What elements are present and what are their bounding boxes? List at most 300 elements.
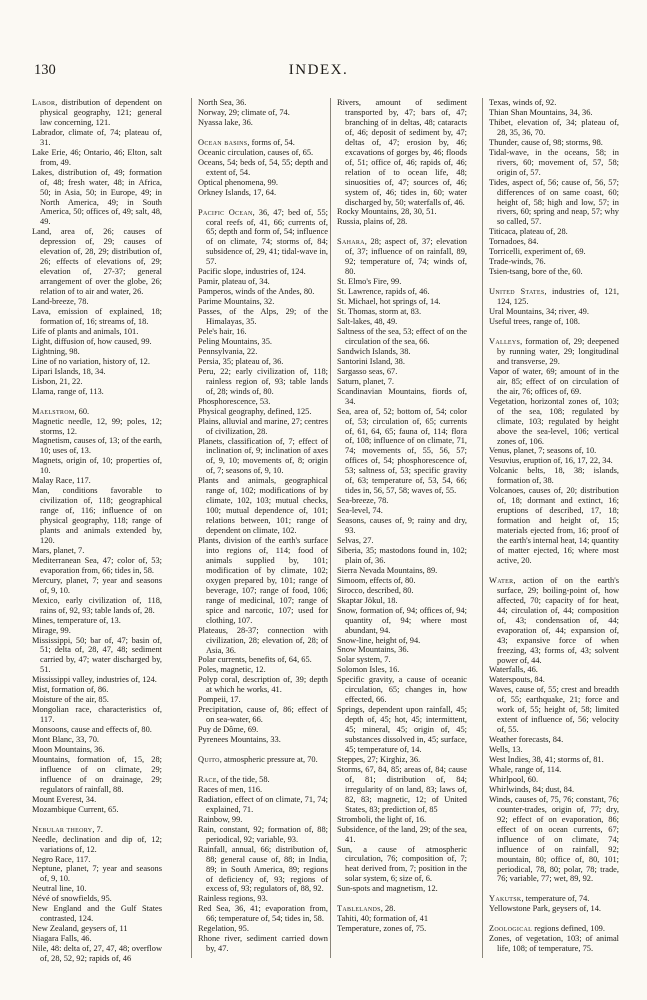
index-entry-text: Pamperos, winds of the Andes, 80. (198, 287, 315, 297)
index-entry (32, 456, 162, 476)
index-entry (32, 546, 162, 556)
index-entry (198, 755, 328, 765)
index-entry-text: Land, area of, 26; causes of depression of, 29; causes of elevation of, 28, 29; distribution of, 26; effects of elevations of, 29; elevation of, 27-37; general arrangement of over the globe, 26; relation of to air and water, 26. (32, 227, 162, 297)
index-entry-heading: Yakutsk (489, 894, 522, 904)
index-entry (337, 357, 467, 367)
index-entry-text: , industries of, 121, 124, 125. (497, 287, 619, 307)
index-entry (198, 775, 328, 785)
index-entry (337, 665, 467, 675)
index-entry (32, 476, 162, 486)
index-entry (198, 904, 328, 924)
index-entry-text: Saltness of the sea, 53; effect of on the circulation of the sea, 66. (337, 326, 467, 346)
index-entry-text: Planets, classification of, 7; effect of inclination of, 9; inclination of axes of, 9, 10; movements of, 8; origin of, 7; seasons of, 9, 10. (198, 436, 328, 476)
index-entry-text: , action of on the earth's surface, 29; boiling-point of, how affected, 70; capacity of for heat, 44; circulation of, 44; composition of, 43; condensation of, 44; evaporation of, 44; expansion of, 43; expansive force of when freezing, 43; forms of, 43; solvent power of, 44. (497, 575, 619, 665)
index-entry-text: Sea-level, 74. (337, 506, 383, 516)
index-entry-heading: Race (198, 775, 217, 784)
index-entry (489, 138, 619, 148)
index-entry-text: St. Elmo's Fire, 99. (337, 277, 402, 287)
index-entry-text: Mongolian race, characteristics of, 117. (32, 705, 162, 725)
index-entry-text: Snow, formation of, 94; offices of, 94; quantity of, 94; where most abundant, 94. (337, 605, 467, 635)
index-entry-text: Needle, declination and dip of, 12; variations of, 12. (32, 834, 162, 854)
index-entry-text: Tidal-wave, in the oceans, 58; in rivers, 60; movement of, 57, 58; origin of, 57. (489, 147, 619, 177)
index-entry (337, 217, 467, 227)
index-entry (489, 785, 619, 795)
index-entry (32, 387, 162, 397)
index-entry-text: Sea, area of, 52; bottom of, 54; color of, 53; circulation of, 65; currents of, 61, 64, 65; fauna of, 114; flora of, 108; influence of on climate, 71, 74; movements of, 55, 56, 57; offices of, 54; phosphorescence of, 53; saltness of, 53; specific gravity of, 63; temperature of, 53, 54, 66; tides in, 56, 57, 58; waves of, 55. (337, 406, 467, 496)
index-entry-text: Sun-spots and magnetism, 12. (337, 884, 438, 894)
index-entry (489, 894, 619, 904)
index-entry-text: Magnetic needle, 12, 99; poles, 12; storms, 12. (32, 416, 162, 436)
index-entry (32, 944, 162, 964)
index-entry (337, 645, 467, 655)
index-entry-text: Waves, cause of, 55; crest and breadth of, 55; earthquake, 21; force and work of, 55; height of, 58; limited extent of influence of, 56; velocity of, 55. (489, 685, 619, 735)
index-entry (198, 148, 328, 158)
index-entry (337, 407, 467, 497)
index-entry (198, 705, 328, 725)
index-entry-text: Solomon Isles, 16. (337, 665, 400, 675)
page-title: INDEX. (288, 62, 349, 78)
index-entry-text: Parime Mountains, 32. (198, 297, 275, 307)
index-entry-text: Scandinavian Mountains, fiords of, 34. (337, 386, 467, 406)
index-entry-text: Oceans, 54; beds of, 54, 55; depth and extent of, 54. (198, 157, 328, 177)
index-entry (198, 815, 328, 825)
index-entry-text: Nile, 48: delta of, 27, 47, 48; overflow of, 28, 52, 92; rapids of, 46 (32, 944, 162, 964)
index-entry-text: Pamir, plateau of, 34. (198, 277, 270, 287)
index-entry (32, 735, 162, 745)
index-entry-text: Pyrenees Mountains, 33. (198, 735, 281, 745)
index-entry-text: Skaptar Jökul, 18. (337, 595, 398, 605)
index-entry-text: Venus, planet, 7; seasons of, 10. (489, 446, 597, 456)
index-entry (32, 616, 162, 626)
index-entry-text: Mars, planet, 7. (32, 545, 85, 555)
index-entry (337, 327, 467, 347)
index-entry-text: Tahiti, 40; formation of, 41 (337, 914, 429, 924)
index-entry-text: Plateaus, 28-37; connection with civilization, 28; elevation of, 28; of Asia, 36. (198, 625, 328, 655)
index-entry (489, 904, 619, 914)
index-entry (489, 337, 619, 367)
index-entry-text: St. Thomas, storm at, 83. (337, 307, 422, 317)
index-entry (489, 397, 619, 447)
index-entry (198, 98, 328, 108)
index-entry-text: Volcanoes, causes of, 20; distribution of, 18; dormant and extinct, 16; eruptions of described, 17, 18; formation and height of, 15; materials ejected from, 16; proof of the earth's internal heat, 14; quantity of matter ejected, 16; where most active, 20. (489, 486, 619, 565)
index-entry (489, 745, 619, 755)
index-entry (198, 665, 328, 675)
index-entry (32, 725, 162, 735)
index-entry (32, 486, 162, 546)
index-column-4 (489, 98, 619, 988)
index-entry (337, 825, 467, 845)
index-entry (489, 98, 619, 108)
index-entry (489, 148, 619, 178)
index-entry-text: Rivers, amount of sediment transported by, 47; bars of, 47; branching of in deltas, 48; cataracts of, 46; deposit of sediment by, 47; deltas of, 47; erosion by, 46; excavations of gorges by, 46; floods of, 51; office of, 46; rapids of, 46; relation of to ocean life, 48; sinuosities of, 47; sources of, 46; system of, 46; tides in, 60; water discharged by, 50; waterfalls of, 46. (337, 98, 467, 207)
index-entry (198, 536, 328, 626)
index-entry (489, 576, 619, 666)
index-entry-text: Sierra Nevada Mountains, 89. (337, 565, 438, 575)
index-entry-text: Pacific slope, industries of, 124. (198, 267, 306, 277)
index-entry-text: Thibet, elevation of, 34; plateau of, 28, 35, 36, 70. (489, 117, 619, 137)
index-entry (337, 636, 467, 646)
index-entry-heading: Sahara (337, 237, 365, 247)
index-entry (337, 904, 467, 914)
index-entry-heading: Nebular theory (32, 824, 93, 834)
index-entry-text: Thian Shan Mountains, 34, 36. (489, 107, 593, 117)
index-entry (198, 287, 328, 297)
index-entry-text: Yellowstone Park, geysers of, 14. (489, 904, 601, 914)
index-entry-text: , 36, 47; bed of, 55; coral reefs of, 41, 66; currents of, 65; depth and form of, 54; influence of on climate, 74; storms of, 84; subsidence of, 29, 41; tidal-wave in, 57. (206, 207, 328, 267)
index-entry (198, 735, 328, 745)
index-entry-text: Lakes, distribution of, 49; formation of, 48; fresh water, 48; in Africa, 50; in Asia, 50; in Europe, 49; in North America, 49; in South America, 50; offices of, 49; salt, 48, 49. (32, 167, 162, 227)
index-entry-text: North Sea, 36. (198, 98, 247, 107)
index-entry-text: Races of men, 116. (198, 784, 263, 794)
column-divider (191, 98, 192, 958)
index-entry-text: Springs, dependent upon rainfall, 45; depth of, 45; hot, 45; intermittent, 45; mineral, 45; origin of, 45; substances dissolved in, 45; surface, 45; temperature of, 14. (337, 705, 467, 754)
index-entry (32, 357, 162, 367)
index-entry (198, 417, 328, 437)
index-entry-heading: Water (489, 575, 514, 585)
index-entry-text: Mercury, planet, 7; year and seasons of, 9, 10. (32, 575, 162, 595)
index-entry-text: Volcanic belts, 18, 38; islands, formation of, 38. (489, 466, 619, 486)
index-entry-text: Mediterranean Sea, 47; color of, 53; evaporation from, 66; tides in, 58. (32, 555, 162, 575)
index-entry (489, 934, 619, 954)
index-entry (337, 277, 467, 287)
index-entry-text: Titicaca, plateau of, 28. (489, 227, 568, 237)
index-entry (337, 705, 467, 755)
index-entry-text: Pele's hair, 16. (198, 327, 247, 337)
index-entry (198, 108, 328, 118)
index-entry-heading: United States (489, 287, 545, 297)
index-entry (489, 685, 619, 735)
index-entry (32, 377, 162, 387)
index-entry-text: Line of no variation, history of, 12. (32, 356, 150, 366)
index-entry-text: Lake Erie, 46; Ontario, 46; Elton, salt from, 49. (32, 147, 162, 167)
index-entry-text: Llama, range of, 113. (32, 386, 104, 396)
index-entry-text: Radiation, effect of on climate, 71, 74; explained, 71. (198, 794, 328, 814)
index-entry (198, 626, 328, 656)
index-entry (337, 815, 467, 825)
index-entry (489, 178, 619, 228)
index-entry (198, 138, 328, 148)
index-entry-text: Optical phenomena, 99. (198, 177, 279, 187)
index-entry (337, 98, 467, 207)
index-entry-text: , 60. (74, 406, 90, 416)
index-entry (489, 924, 619, 934)
index-entry (32, 825, 162, 835)
index-entry (489, 775, 619, 785)
index-entry-text: , temperature of, 74. (521, 894, 590, 904)
index-entry-text: Snow-line, height of, 94. (337, 635, 421, 645)
index-entry (198, 267, 328, 277)
index-entry (32, 934, 162, 944)
index-entry (337, 506, 467, 516)
index-entry-text: Russia, plains of, 28. (337, 217, 408, 227)
index-entry (337, 924, 467, 934)
index-entry (489, 755, 619, 765)
index-entry-heading: Zoological (489, 924, 533, 934)
index-entry-text: Lisbon, 21, 22. (32, 376, 83, 386)
index-column-1 (32, 98, 162, 988)
index-entry (337, 586, 467, 596)
index-entry-text: Stromboli, the light of, 16. (337, 814, 427, 824)
index-entry-text: Polar currents, benefits of, 64, 65. (198, 655, 312, 665)
index-entry-text: Pennsylvania, 22. (198, 346, 258, 356)
index-entry (198, 825, 328, 845)
index-entry (32, 407, 162, 417)
index-entry-text: Siberia, 35; mastodons found in, 102; plain of, 36. (337, 545, 467, 565)
index-entry-text: Moon Mountains, 36. (32, 745, 105, 754)
index-entry (337, 536, 467, 546)
index-entry (489, 108, 619, 118)
index-entry-text: , 28; aspect of, 37; elevation of, 37; influence of on rainfall, 89, 92; temperature of, 74; winds of, 80. (345, 237, 467, 277)
index-entry-text: Mississippi valley, industries of, 124. (32, 675, 157, 685)
index-entry (489, 466, 619, 486)
index-entry-heading: Maelstrom (32, 406, 75, 416)
index-entry-text: , 7. (92, 824, 103, 834)
index-entry-text: Red Sea, 36, 41; evaporation from, 66; temperature of, 54; tides in, 58. (198, 904, 328, 924)
index-entry (337, 755, 467, 765)
index-entry-text: Sirocco, described, 80. (337, 585, 414, 595)
index-entry-text: regions defined, 109. (532, 924, 605, 934)
index-entry (198, 188, 328, 198)
index-entry-text: Mountains, formation of, 15, 28; influence of on climate, 29; influence of on drainage, 29; regulators of rainfall, 88. (32, 754, 162, 794)
index-entry-text: New Zealand, geysers of, 11 (32, 924, 128, 934)
index-entry-text: Seasons, causes of, 9; rainy and dry, 93. (337, 516, 467, 536)
index-entry-text: Precipitation, cause of, 86; effect of on sea-water, 66. (198, 705, 328, 725)
index-entry (337, 387, 467, 407)
index-entry (32, 675, 162, 685)
index-entry-text: Whale, range of, 114. (489, 765, 562, 774)
index-entry (489, 227, 619, 237)
index-entry-text: Magnetism, causes of, 13; of the earth, 10; uses of, 13. (32, 436, 162, 456)
index-entry-text: Whirlpool, 60. (489, 774, 539, 784)
index-entry-text: Mines, temperature of, 13. (32, 615, 121, 625)
index-entry (198, 785, 328, 795)
index-entry-text: Trade-winds, 76. (489, 257, 546, 267)
index-entry-text: Mount Everest, 34. (32, 794, 97, 804)
index-entry (489, 765, 619, 775)
index-entry (32, 745, 162, 755)
index-entry-text: West Indies, 38, 41; storms of, 81. (489, 755, 604, 765)
index-entry-text: Land-breeze, 78. (32, 297, 89, 307)
index-entry-text: St. Lawrence, rapids of, 46. (337, 287, 430, 297)
index-entry (198, 357, 328, 367)
index-entry-text: Plains, alluvial and marine, 27; centres of civilization, 28. (198, 416, 328, 436)
index-entry-text: Persia, 35; plateau of, 36. (198, 356, 284, 366)
index-entry (32, 705, 162, 725)
index-entry (32, 685, 162, 695)
index-entry-text: Rhone river, sediment carried down by, 47. (198, 934, 328, 954)
index-entry (32, 636, 162, 676)
index-entry-text: Neutral line, 10. (32, 884, 87, 894)
index-entry (337, 845, 467, 885)
index-entry-text: , distribution of dependent on physical geography, 121; general law concerning, 121. (40, 98, 162, 127)
index-entry (32, 855, 162, 865)
index-entry-text: Mirage, 99. (32, 625, 71, 635)
index-entry-text: Niagara Falls, 46. (32, 934, 92, 944)
index-entry-text: Nyassa lake, 36. (198, 117, 253, 127)
index-entry-text: , forms of, 54. (247, 137, 295, 147)
index-entry-text: Solar system, 7. (337, 655, 391, 665)
index-entry (489, 267, 619, 277)
index-entry (489, 287, 619, 307)
index-entry (32, 864, 162, 884)
page-number: 130 (34, 62, 56, 78)
index-entry-text: Neptune, planet, 7; year and seasons of, 9, 10. (32, 864, 162, 884)
index-entry-text: Sea-breeze, 78. (337, 496, 389, 506)
index-entry (337, 606, 467, 636)
index-entry (32, 307, 162, 327)
index-entry (489, 237, 619, 247)
index-entry (198, 795, 328, 815)
index-entry-text: Wells, 13. (489, 745, 523, 755)
index-entry (337, 377, 467, 387)
index-entry-text: St. Michael, hot springs of, 14. (337, 297, 441, 307)
index-entry (32, 168, 162, 228)
index-entry-text: Norway, 29; climate of, 74. (198, 107, 290, 117)
index-entry-text: Whirlwinds, 84; dust, 84. (489, 784, 575, 794)
index-entry-text: Texas, winds of, 92. (489, 98, 557, 107)
index-entry-text: Peling Mountains, 35. (198, 336, 272, 346)
index-entry-text: Light, diffusion of, how caused, 99. (32, 336, 152, 346)
index-entry (489, 486, 619, 566)
index-entry (32, 924, 162, 934)
index-entry (198, 118, 328, 128)
index-entry (32, 626, 162, 636)
index-entry-text: Puy de Dôme, 69. (198, 725, 259, 735)
index-entry (32, 148, 162, 168)
index-entry-text: Mississippi, 50; bar of, 47; basin of, 51; delta of, 28, 47, 48; sediment carried by, 47; water discharged by, 51. (32, 635, 162, 675)
index-entry-heading: Pacific Ocean (198, 207, 253, 217)
column-divider (482, 98, 483, 958)
index-entry-text: Vegetation, horizontal zones of, 103; of the sea, 108; regulated by climate, 103; regulated by height above the sea-level, 106; vertical zones of, 106. (489, 396, 619, 446)
index-entry-text: Lipari Islands, 18, 34. (32, 366, 106, 376)
index-entry-text: Santorini Island, 38. (337, 356, 405, 366)
index-entry-text: Plants, division of the earth's surface into regions of, 114; food of animals supplied by, 101; modification of by climate, 102; oxygen prepared by, 101; range of beverage, 107; range of food, 106; range of medicinal, 107; range of spice and narcotic, 107; used for clothing, 107. (198, 536, 328, 625)
index-entry-text: Saturn, planet, 7. (337, 376, 394, 386)
index-entry (32, 695, 162, 705)
index-entry-text: Rainfall, annual, 66; distribution of, 88; general cause of, 88; in India, 89; in South America, 89; regions of deficiency of, 93; regions of excess of, 93; regulators of, 88, 92. (198, 844, 328, 894)
index-entry-text: Waterfalls, 46. (489, 665, 538, 675)
index-entry-text: , 28. (380, 904, 396, 914)
index-entry (337, 496, 467, 506)
index-entry (198, 845, 328, 895)
index-entry (198, 437, 328, 477)
index-entry-text: Mist, formation of, 86. (32, 685, 109, 695)
index-entry-text: Storms, 67, 84, 85; areas of, 84; cause of, 81; distribution of, 84; irregularity of on land, 83; laws of, 82, 83; magnetic, 12; of United States, 83; prediction of, 85 (337, 764, 467, 814)
index-entry-text: Passes, of the Alps, 29; of the Himalayas, 35. (198, 307, 328, 327)
index-entry-text: Rocky Mountains, 28, 30, 51. (337, 207, 437, 217)
index-column-3 (337, 98, 467, 988)
index-entry-text: Peru, 22; early civilization of, 118; rainless region of, 93; table lands of, 28; winds of, 80. (198, 366, 328, 396)
index-entry (198, 337, 328, 347)
index-entry (489, 367, 619, 397)
index-entry (337, 546, 467, 566)
index-entry (337, 237, 467, 277)
index-entry-heading: Ocean basins (198, 137, 248, 147)
index-entry-text: Mexico, early civilization of, 118, rains of, 92, 93; table lands of, 28. (32, 595, 162, 615)
index-entry (489, 247, 619, 257)
index-entry-text: New England and the Gulf States contrasted, 124. (32, 904, 162, 924)
index-entry (32, 894, 162, 904)
index-entry (337, 566, 467, 576)
index-entry-heading: Labor (32, 98, 56, 107)
index-entry-text: , of the tide, 58. (216, 775, 270, 784)
index-entry (198, 407, 328, 417)
index-entry (32, 576, 162, 596)
index-entry-text: Mont Blanc, 33, 70. (32, 735, 99, 745)
index-entry (32, 436, 162, 456)
index-entry-text: Zones, of vegetation, 103; of animal life, 108; of temperature, 75. (489, 934, 619, 954)
index-entry-text: Tornadoes, 84. (489, 237, 539, 247)
index-entry-text: Weather forecasts, 84. (489, 735, 564, 745)
index-entry-text: Lava, emission of explained, 18; formation of, 16; streams of, 18. (32, 307, 162, 326)
index-entry (32, 755, 162, 795)
index-entry-heading: Quito (198, 755, 220, 765)
index-entry-text: Rainless regions, 93. (198, 894, 268, 904)
index-entry-text: Specific gravity, a cause of oceanic circulation, 65; changes in, how effected, 66. (337, 675, 467, 705)
index-columns (32, 98, 636, 988)
index-entry (32, 835, 162, 855)
index-entry (32, 337, 162, 347)
index-entry (32, 904, 162, 924)
index-entry (337, 765, 467, 815)
index-entry-text: Malay Race, 117. (32, 476, 91, 486)
index-entry-text: Plants and animals, geographical range of, 102; modifications of by climate, 102, 103; mutual checks, 100; mutual dependence of, 101; relations between, 101; range of dependent on climate, 102. (198, 476, 328, 536)
index-entry-text: Salt-lakes, 48, 49. (337, 317, 398, 327)
index-entry (198, 397, 328, 407)
index-entry-text: Vesuvius, eruption of, 16, 17, 22, 34. (489, 456, 613, 466)
index-entry-text: Magnets, origin of, 10; properties of, 10. (32, 456, 162, 476)
index-entry-text: Polyp coral, description of, 39; depth at which he works, 41. (198, 675, 328, 695)
index-entry-text: Subsidence, of the land, 29; of the sea, 41. (337, 824, 467, 844)
index-entry-text: Sun, a cause of atmospheric circulation, 76; composition of, 7; heat derived from, 7; position in the solar system, 6; size of, 6. (337, 844, 467, 884)
index-entry-text: Winds, causes of, 75, 76; constant, 76; counter-trades, origin of, 77; dry, 92; effect of on evaporation, 86; effect of on ocean currents, 67; influence of on climate, 74; influence of on rainfall, 92; mountain, 80; office of, 80, 101; periodical, 78, 80; polar, 78; trade, 76; variable, 77; wet, 89, 92. (489, 794, 619, 884)
index-entry (198, 367, 328, 397)
index-entry (198, 208, 328, 268)
index-entry-text: Simoom, effects of, 80. (337, 575, 416, 585)
index-entry (32, 884, 162, 894)
index-entry (32, 805, 162, 815)
index-entry (198, 178, 328, 188)
index-entry (337, 516, 467, 536)
index-entry-text: Lightning, 98. (32, 346, 80, 356)
index-entry-text: Rain, constant, 92; formation of, 88; periodical, 92; variable, 93. (198, 824, 328, 844)
index-entry-heading: Tablelands (337, 904, 381, 914)
index-entry (337, 367, 467, 377)
index-entry (32, 367, 162, 377)
index-entry-text: Labrador, climate of, 74; plateau of, 31. (32, 127, 162, 147)
index-entry (32, 556, 162, 576)
index-entry (198, 277, 328, 287)
index-entry-text: Phosphorescence, 53. (198, 396, 271, 406)
index-entry (198, 158, 328, 178)
index-entry-text: Mozambique Current, 65. (32, 804, 119, 814)
index-entry-text: Ural Mountains, 34; river, 49. (489, 307, 589, 317)
index-entry (489, 735, 619, 745)
index-column-2 (198, 98, 328, 988)
index-entry (198, 347, 328, 357)
index-entry-text: Rainbow, 99. (198, 814, 243, 824)
index-entry (32, 327, 162, 337)
index-entry (337, 317, 467, 327)
index-entry-text: Oceanic circulation, causes of, 65. (198, 147, 314, 157)
index-entry (489, 307, 619, 317)
index-entry (198, 894, 328, 904)
index-entry-text: Sandwich Islands, 38. (337, 346, 411, 356)
index-entry (337, 307, 467, 317)
index-entry-text: Vapor of water, 69; amount of in the air, 85; effect of on circulation of the air, 76; offices of, 69. (489, 366, 619, 396)
index-entry (198, 307, 328, 327)
index-entry (489, 795, 619, 885)
